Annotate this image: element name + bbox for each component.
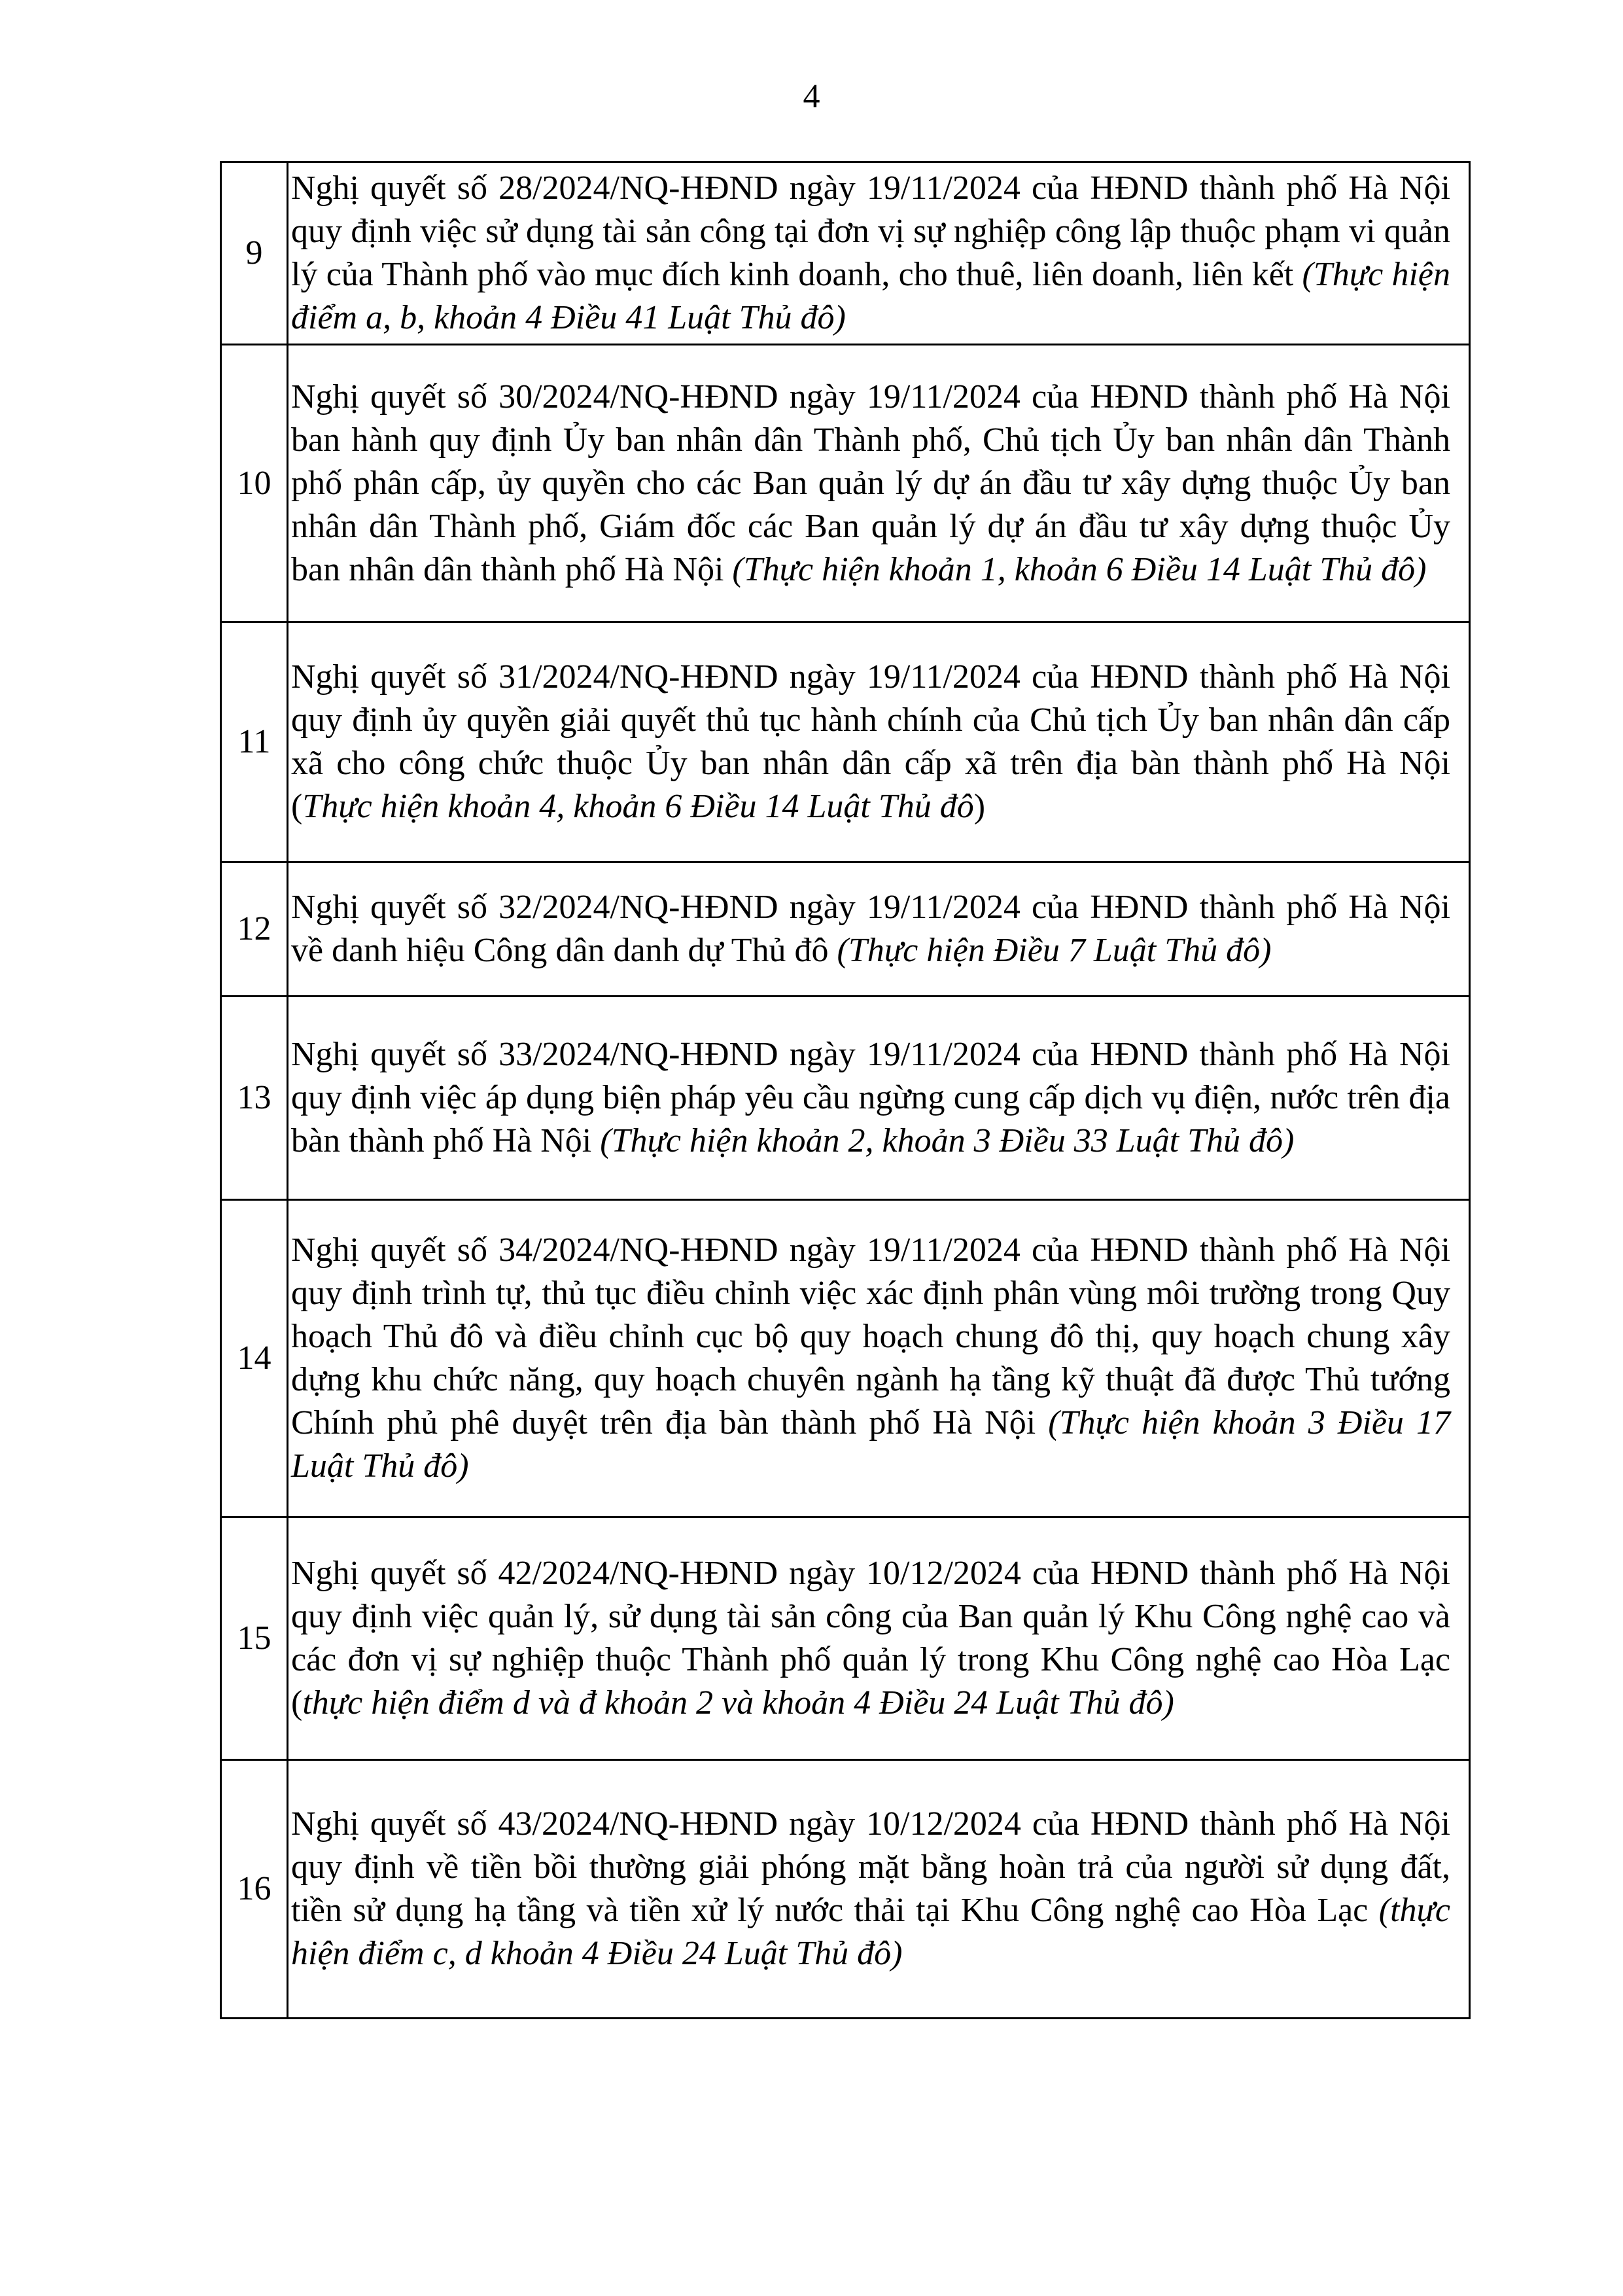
- resolution-body: Nghị quyết số 28/2024/NQ-HĐND ngày 19/11/2024 của HĐND thành phố Hà Nội quy định việc sử dụng tài sản công tại đơn vị sự nghiệp công lập thuộc phạm vi quản lý của Thành phố vào mục đích kinh doanh, cho thuê, liên doanh, liên kết: [291, 169, 1450, 293]
- row-number: 11: [221, 622, 288, 862]
- table-row: [221, 622, 1470, 862]
- row-number: 15: [221, 1517, 288, 1760]
- legal-citation: (Thực hiện khoản 1, khoản 6 Điều 14 Luật Thủ đô): [732, 550, 1427, 588]
- resolution-text: [288, 997, 1470, 1200]
- table-row: [221, 1760, 1470, 2019]
- row-number: 12: [221, 862, 288, 997]
- resolution-text: [288, 622, 1470, 862]
- table-row: [221, 997, 1470, 1200]
- legal-citation: (Thực hiện khoản 3 Điều 17 Luật Thủ đô): [291, 1404, 1450, 1485]
- resolution-body: Nghị quyết số 33/2024/NQ-HĐND ngày 19/11/2024 của HĐND thành phố Hà Nội quy định việc áp dụng biện pháp yêu cầu ngừng cung cấp dịch vụ điện, nước trên địa bàn thành phố Hà Nội: [291, 1036, 1450, 1159]
- table-row: [221, 862, 1470, 997]
- resolution-text: [288, 1517, 1470, 1760]
- table-row: [221, 345, 1470, 622]
- citation-close: ): [973, 788, 986, 825]
- legal-citation: (Thực hiện khoản 2, khoản 3 Điều 33 Luật Thủ đô): [600, 1122, 1295, 1159]
- resolution-body: Nghị quyết số 30/2024/NQ-HĐND ngày 19/11/2024 của HĐND thành phố Hà Nội ban hành quy định Ủy ban nhân dân Thành phố, Chủ tịch Ủy ban nhân dân Thành phố phân cấp, ủy quyền cho các Ban quản lý dự án đầu tư xây dựng thuộc Ủy ban nhân dân Thành phố, Giám đốc các Ban quản lý dự án đầu tư xây dựng thuộc Ủy ban nhân dân thành phố Hà Nội: [291, 378, 1450, 588]
- resolutions-table: [220, 161, 1471, 2019]
- row-number: 10: [221, 345, 288, 622]
- legal-citation: (thực hiện điểm c, d khoản 4 Điều 24 Luật Thủ đô): [291, 1892, 1450, 1972]
- resolution-text: [288, 862, 1470, 997]
- resolution-body: Nghị quyết số 43/2024/NQ-HĐND ngày 10/12/2024 của HĐND thành phố Hà Nội quy định về tiền bồi thường giải phóng mặt bằng hoàn trả của người sử dụng đất, tiền sử dụng hạ tầng và tiền xử lý nước thải tại Khu Công nghệ cao Hòa Lạc: [291, 1805, 1450, 1929]
- row-number: 9: [221, 162, 288, 345]
- table-row: [221, 1200, 1470, 1517]
- resolution-text: [288, 1200, 1470, 1517]
- resolution-body: Nghị quyết số 42/2024/NQ-HĐND ngày 10/12/2024 của HĐND thành phố Hà Nội quy định việc quản lý, sử dụng tài sản công của Ban quản lý Khu Công nghệ cao và các đơn vị sự nghiệp thuộc Thành phố quản lý trong Khu Công nghệ cao Hòa Lạc (: [291, 1555, 1450, 1722]
- resolution-text: [288, 1760, 1470, 2019]
- table-row: [221, 162, 1470, 345]
- table-row: [221, 1517, 1470, 1760]
- resolution-body: Nghị quyết số 34/2024/NQ-HĐND ngày 19/11/2024 của HĐND thành phố Hà Nội quy định trình tự, thủ tục điều chỉnh việc xác định phân vùng môi trường trong Quy hoạch Thủ đô và điều chỉnh cục bộ quy hoạch chung đô thị, quy hoạch chung xây dựng khu chức năng, quy hoạch chuyên ngành hạ tầng kỹ thuật đã được Thủ tướng Chính phủ phê duyệt trên địa bàn thành phố Hà Nội: [291, 1231, 1450, 1441]
- legal-citation: (Thực hiện Điều 7 Luật Thủ đô): [837, 932, 1272, 969]
- row-number: 16: [221, 1760, 288, 2019]
- resolution-text: [288, 345, 1470, 622]
- page-number: 4: [803, 78, 820, 115]
- resolution-body: Nghị quyết số 31/2024/NQ-HĐND ngày 19/11/2024 của HĐND thành phố Hà Nội quy định ủy quyền giải quyết thủ tục hành chính của Chủ tịch Ủy ban nhân dân cấp xã cho công chức thuộc Ủy ban nhân dân cấp xã trên địa bàn thành phố Hà Nội (: [291, 658, 1450, 825]
- legal-citation: (Thực hiện điểm a, b, khoản 4 Điều 41 Luật Thủ đô): [291, 256, 1450, 336]
- row-number: 13: [221, 997, 288, 1200]
- row-number: 14: [221, 1200, 288, 1517]
- legal-citation: thực hiện điểm d và đ khoản 2 và khoản 4 Điều 24 Luật Thủ đô): [302, 1684, 1174, 1722]
- resolution-body: Nghị quyết số 32/2024/NQ-HĐND ngày 19/11/2024 của HĐND thành phố Hà Nội về danh hiệu Công dân danh dự Thủ đô: [291, 889, 1450, 969]
- legal-citation: Thực hiện khoản 4, khoản 6 Điều 14 Luật Thủ đô: [302, 788, 974, 825]
- resolution-text: [288, 162, 1470, 345]
